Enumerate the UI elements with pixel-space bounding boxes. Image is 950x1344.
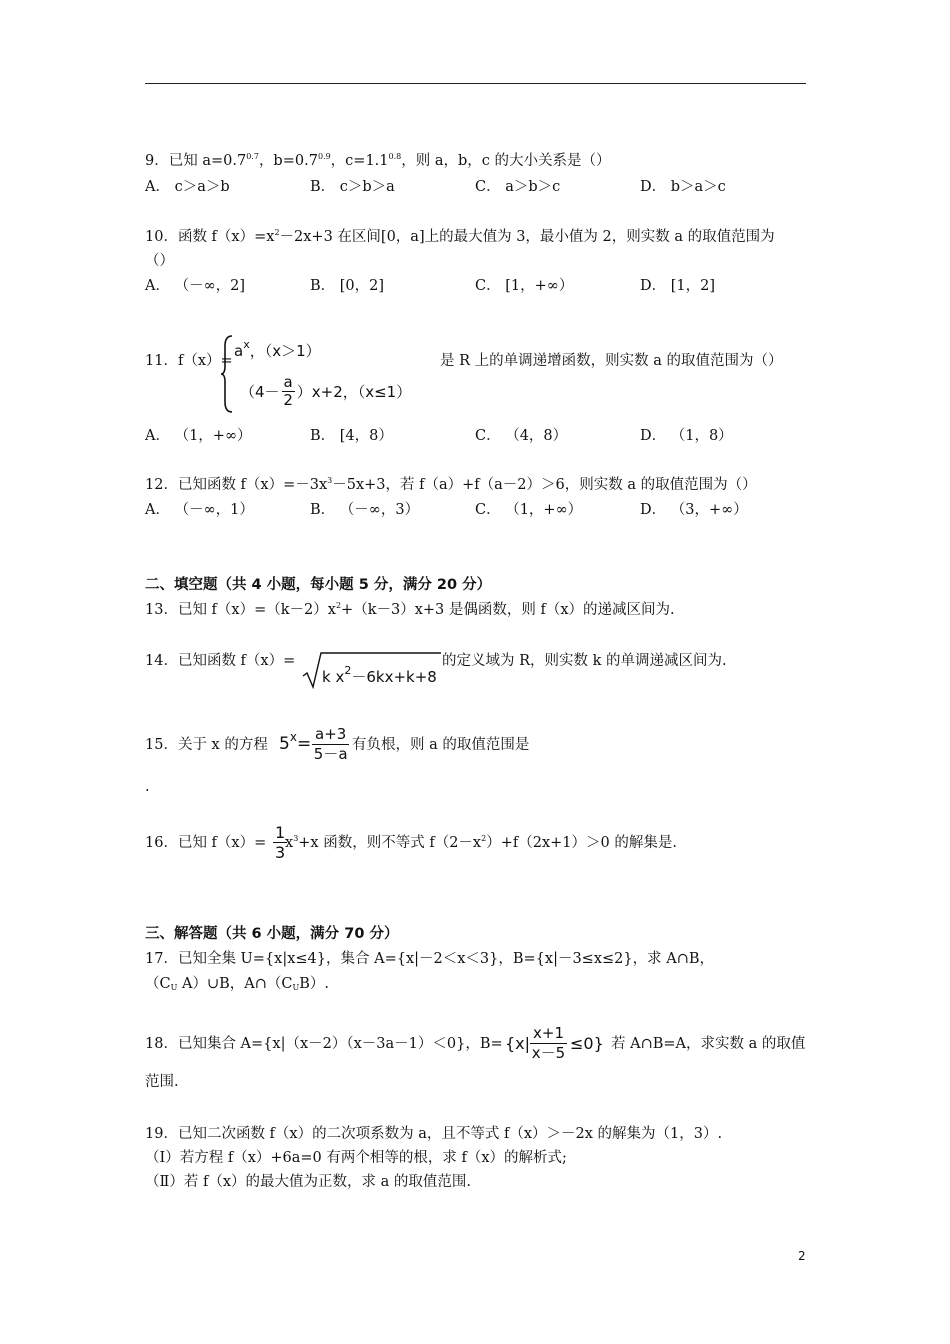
q14-prefix: 14．已知函数 f（x）= xyxy=(145,653,296,669)
q10-option-a: A． （－∞，2] xyxy=(145,278,246,294)
q11-case1: $a^x$，（x＞1） xyxy=(234,338,321,360)
q9-option-d: D． b＞a＞c xyxy=(640,179,726,195)
q12-option-c: C． （1，+∞） xyxy=(475,502,583,518)
page-number: 2 xyxy=(798,1249,806,1263)
q18-fraction: x+1 x－5 xyxy=(531,1024,566,1062)
q9-stem: 9．已知 $a=0.7^{0.7}$，$b=0.7^{0.9}$，$c=1.1^{0.8}$，则 a，b，c 的大小关系是（） xyxy=(145,152,611,169)
q11-option-a: A． （1，+∞） xyxy=(145,428,252,444)
q10-stem: 10．函数 $f(x)=x^2-2x+3$ 在区间[0，a]上的最大值为 3，最小值为 2，则实数 a 的取值范围为 xyxy=(145,228,775,245)
section-heading-answer: 三、解答题（共 6 小题，满分 70 分） xyxy=(145,926,399,942)
q11-case2: （4－ a 2 ）x+2，（x≤1） xyxy=(240,373,412,409)
q19-line1: 19．已知二次函数 f（x）的二次项系数为 a，且不等式 f（x）＞－2x 的解集为（1，3）. xyxy=(145,1126,723,1142)
q11-option-d: D． （1，8） xyxy=(640,428,733,444)
q9-option-b: B． c＞b＞a xyxy=(310,179,395,195)
q12-option-d: D． （3，+∞） xyxy=(640,502,748,518)
q18-prefix: 18．已知集合 A={x|（x－2）（x－3a－1）＜0}，B= xyxy=(145,1036,503,1052)
q16-prefix: 16．已知 f（x）= xyxy=(145,835,267,851)
q11-fraction: a 2 xyxy=(283,373,293,409)
q9-option-a: A． c＞a＞b xyxy=(145,179,230,195)
q18-set-open: {x| xyxy=(505,1034,531,1053)
q10-option-b: B． [0，2] xyxy=(310,278,385,294)
header-rule xyxy=(145,83,806,84)
q15-stem: 有负根，则 a 的取值范围是 xyxy=(352,737,530,753)
q10-option-c: C． [1，+∞） xyxy=(475,278,574,294)
q12-stem: 12．已知函数 $f(x)=-3x^3-5x+3$，若 f（a）+f（a－2）＞6，则实数 a 的取值范围为（） xyxy=(145,476,757,493)
q16-stem: $x^3+x$ 函数，则不等式 $f(2-x^2)+f(2x+1)>0$ 的解集是. xyxy=(285,834,677,851)
q15-power: $5^x=$ xyxy=(279,730,312,754)
q11-stem: 是 R 上的单调递增函数，则实数 a 的取值范围为（） xyxy=(440,353,783,369)
q11-brace xyxy=(220,334,234,414)
q17-line2: （$C_U$ A）∪B，$A\cap(C_UB)$. xyxy=(145,976,329,992)
q18-set-close: ≤0} xyxy=(570,1034,604,1053)
q15-prefix: 15．关于 x 的方程 xyxy=(145,737,268,753)
q11-option-b: B． [4，8） xyxy=(310,428,393,444)
q15-fraction: a+3 5－a xyxy=(313,725,348,763)
q9-option-c: C． a＞b＞c xyxy=(475,179,561,195)
q12-option-a: A． （－∞，1） xyxy=(145,502,254,518)
q14-radicand: k $x^2-6kx+k+8$ xyxy=(322,664,437,686)
q16-fraction: 1 3 xyxy=(275,823,286,862)
q10-stem-cont: （） xyxy=(145,253,174,269)
q17-line1: 17．已知全集 U={x|x≤4}，集合 A={x|－2＜x＜3}，B={x|－3≤x≤2}，求 A∩B， xyxy=(145,951,714,967)
q11-option-c: C． （4，8） xyxy=(475,428,568,444)
q19-part2: （Ⅱ）若 f（x）的最大值为正数，求 a 的取值范围. xyxy=(145,1174,471,1190)
q13-stem: 13．已知 $f(x)=(k-2)x^2+(k-3)x+3$ 是偶函数，则 f（x）的递减区间为. xyxy=(145,601,675,618)
q10-option-d: D． [1，2] xyxy=(640,278,715,294)
q18-line2: 范围. xyxy=(145,1074,179,1090)
q19-part1: （Ⅰ）若方程 f（x）+6a=0 有两个相等的根，求 f（x）的解析式; xyxy=(145,1150,567,1166)
q15-period: . xyxy=(145,779,150,795)
q14-stem: 的定义域为 R，则实数 k 的单调递减区间为. xyxy=(442,653,727,669)
section-heading-fill-in: 二、填空题（共 4 小题，每小题 5 分，满分 20 分） xyxy=(145,577,492,593)
q18-stem: 若 A∩B=A，求实数 a 的取值 xyxy=(611,1036,806,1052)
q11-prefix: 11．f（x）= xyxy=(145,353,233,369)
q12-option-b: B． （－∞，3） xyxy=(310,502,420,518)
